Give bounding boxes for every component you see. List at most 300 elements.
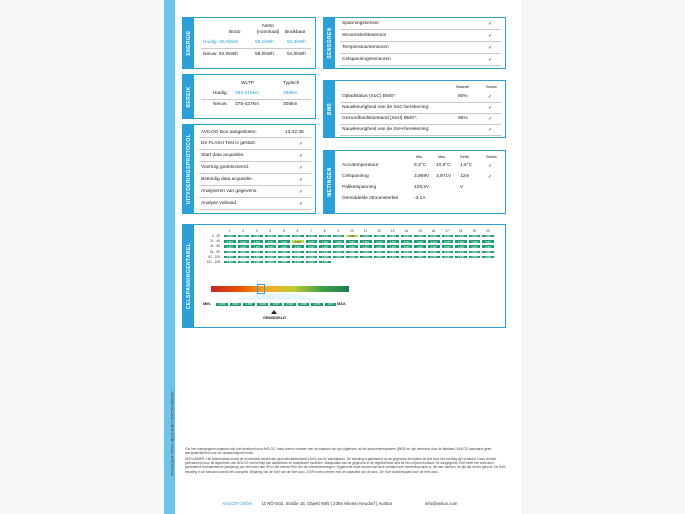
divider	[340, 124, 501, 125]
column-header: 10	[350, 229, 354, 233]
cell-voltage-value: 3.967	[389, 245, 397, 249]
cell-voltage-value: 3.967	[403, 245, 410, 249]
scale-value: 3.965	[245, 303, 253, 307]
meting-name: Pakketspanning	[342, 185, 377, 190]
cell-voltage-value: 3.967	[335, 235, 342, 239]
cell-voltage-value: 3.967	[335, 250, 342, 254]
cell-voltage	[454, 234, 468, 238]
cell-voltage-value: 3.967	[376, 245, 383, 249]
energie-huidig-netto: 56,1kWh	[255, 40, 274, 45]
cell-voltage-value: 3.967	[335, 256, 342, 260]
footer-address[interactable]: IZ NÖ-Süd, Straße 16, Objekt 69/5 | 2355 Wiener Neudorf | Austria	[262, 501, 392, 506]
cell-voltage-value: 3.967	[403, 235, 410, 239]
cell-voltage	[386, 250, 400, 254]
column-header: 5	[283, 229, 285, 233]
cell-voltage-value: 3.967	[348, 250, 356, 254]
scale-cell	[269, 302, 283, 307]
cell-voltage	[264, 260, 278, 264]
scale-value: 3.970	[313, 303, 321, 307]
metingen-label: METINGEN	[324, 151, 335, 213]
metingen-card	[323, 150, 506, 214]
divider	[199, 161, 311, 162]
divider	[340, 29, 501, 30]
cell-voltage-value: 3.967	[253, 261, 261, 265]
bms-row-label: Opladstatus (SoC) BMS*:	[342, 94, 397, 99]
scale-cell	[283, 302, 297, 307]
cell-voltage-value: 3.967	[226, 250, 234, 254]
cell-voltage	[277, 255, 291, 259]
cell-voltage	[386, 239, 400, 243]
cell-voltage-value: 3.967	[308, 256, 315, 260]
cell-voltage	[373, 239, 387, 243]
cell-voltage-value: 3.967	[267, 240, 274, 244]
cell-voltage-value: 3.967	[308, 250, 315, 254]
column-header: 6	[296, 229, 299, 233]
cell-voltage-value: 3.967	[430, 256, 438, 260]
meting-delta: 1,6°C	[460, 163, 473, 168]
cell-voltage-value: 3.967	[321, 240, 329, 244]
check-icon: ✓	[488, 163, 493, 169]
cell-voltage-value: 3.967	[403, 250, 410, 254]
bereik-huidig: Huidig:	[213, 91, 228, 96]
cell-voltage	[400, 255, 414, 259]
cell-voltage-value: 3.967	[253, 250, 261, 254]
divider	[199, 185, 311, 186]
cell-voltage-value: 3.967	[389, 235, 397, 239]
divider	[340, 102, 501, 103]
divider	[199, 173, 311, 174]
cell-voltage-value: 3.967	[457, 235, 465, 239]
cell-voltage	[400, 250, 414, 254]
col-status: Status	[486, 155, 497, 159]
cell-voltage-value: 3.967	[457, 250, 465, 254]
cell-voltage-value: 3.967	[240, 256, 247, 260]
protocol-step: Voertuig gedetecteerd.	[201, 165, 250, 170]
cell-voltage	[318, 255, 332, 259]
cell-voltage	[413, 244, 427, 248]
row-header: 41 - 60	[210, 244, 220, 249]
cell-voltage	[481, 244, 495, 248]
bms-label: BMS	[324, 81, 335, 137]
cell-voltage-value: 3.967	[362, 235, 370, 239]
cell-voltage	[400, 244, 414, 248]
cell-voltage	[441, 234, 455, 238]
footer-email[interactable]: info@aviloo.com	[425, 501, 458, 506]
cell-voltage	[250, 244, 264, 248]
col-bruto: Bruto	[229, 30, 241, 35]
protocol-step: Start data acquisitie.	[201, 153, 245, 158]
cell-voltage-value: 3.967	[335, 245, 342, 249]
cell-voltage-value: 3.967	[484, 256, 492, 260]
cell-voltage-value: 3.967	[376, 250, 383, 254]
cell-voltage	[305, 250, 319, 254]
check-icon: ✓	[488, 45, 493, 51]
voltage-range-band	[233, 294, 321, 300]
divider	[340, 53, 501, 54]
bms-row-value: 80%	[458, 94, 468, 99]
cell-voltage-value: 3.967	[280, 245, 288, 249]
scale-cell	[256, 302, 270, 307]
bms-row-label: Nauwkeurigheid van de SoH-berekening:	[342, 127, 430, 132]
cell-voltage	[441, 244, 455, 248]
cell-voltage-value: 3.967	[226, 240, 234, 244]
protocol-step: Beëindig data acquisitie.	[201, 177, 254, 182]
cell-voltage-value: 3.967	[471, 250, 478, 254]
cell-voltage	[291, 250, 305, 254]
sidebar-code-text: 3CN4Z1EA-T5GC-4E1D-B0E7-00C5AF0360SF	[169, 391, 175, 476]
cell-voltage	[468, 255, 482, 259]
cell-voltage	[454, 255, 468, 259]
cell-voltage-value: 3.967	[348, 256, 356, 260]
scale-value: 3.969	[300, 303, 307, 307]
cell-voltage-value: 3.967	[471, 245, 478, 249]
cell-voltage-value: 3.967	[321, 261, 329, 265]
footer-company: AVILOO GmbH	[222, 501, 252, 506]
cell-voltage	[250, 239, 264, 243]
celtabel-label: CELSPANNINGENTABEL	[183, 225, 194, 327]
sensor-item: Celspanningssensoren	[342, 57, 391, 62]
cell-voltage-value: 3.967	[308, 261, 315, 265]
cell-voltage-value: 3.967	[484, 245, 492, 249]
cell-voltage	[223, 239, 237, 243]
col-netto: Netto (nominaal)	[256, 24, 280, 35]
cell-voltage-value: 3.967	[294, 245, 302, 249]
cell-voltage-value: 3.967	[430, 245, 438, 249]
column-header: 4	[269, 229, 272, 233]
cell-voltage-value: 3.967	[280, 261, 288, 265]
cell-voltage	[318, 250, 332, 254]
cell-voltage-value: 3.967	[335, 240, 342, 244]
sensor-item: Temperatuursensoren	[342, 45, 389, 50]
voltage-gradient-bar	[211, 286, 349, 292]
cell-voltage	[223, 255, 237, 259]
cell-voltage	[427, 239, 441, 243]
cell-voltage	[332, 234, 346, 238]
cell-voltage-value: 3.967	[267, 256, 274, 260]
max-label: MAX.	[337, 302, 347, 306]
cell-voltage	[400, 239, 414, 243]
sensor-item: Stroomsterktesensor	[342, 33, 387, 38]
cell-voltage-value: 3.967	[253, 256, 261, 260]
cell-voltage	[441, 250, 455, 254]
cell-voltage	[305, 260, 319, 264]
cell-voltage	[468, 250, 482, 254]
cell-voltage	[481, 255, 495, 259]
col-bruikbaar: Bruikbaar	[285, 30, 306, 35]
cell-voltage	[386, 244, 400, 248]
cell-voltage-value: 3.967	[457, 256, 465, 260]
cell-voltage	[264, 244, 278, 248]
cell-voltage	[223, 260, 237, 264]
cell-voltage-value: 3.967	[403, 256, 410, 260]
cell-voltage	[305, 239, 319, 243]
meting-name: Gemiddelde stroomsterkte	[342, 196, 399, 201]
cell-voltage-value: 3.967	[444, 256, 451, 260]
cell-voltage-value: 3.967	[444, 250, 451, 254]
cell-voltage	[264, 239, 278, 243]
column-header: 8	[323, 229, 326, 233]
energie-card	[182, 17, 316, 69]
cell-voltage	[318, 244, 332, 248]
cell-voltage-value: 3.967	[376, 240, 383, 244]
bms-card	[323, 80, 506, 138]
bereik-nieuw-typisch: 305km	[283, 102, 298, 107]
cell-voltage-value: 3.967	[389, 240, 397, 244]
col-status: Status	[486, 85, 497, 89]
check-icon: ✓	[299, 141, 304, 147]
cell-voltage-value: 3.967	[444, 240, 451, 244]
cell-voltage	[481, 250, 495, 254]
bereik-huidig-typisch: 295km	[283, 91, 298, 96]
cell-voltage-value: 3.967	[240, 240, 247, 244]
cell-voltage	[373, 234, 387, 238]
cell-voltage	[359, 255, 373, 259]
cell-voltage-value: 3.967	[457, 240, 465, 244]
cell-voltage	[250, 250, 264, 254]
cell-voltage-value: 3.967	[253, 245, 261, 249]
average-marker-icon	[271, 310, 277, 314]
cell-voltage	[345, 250, 359, 254]
cell-voltage	[237, 239, 251, 243]
cell-voltage-value: 3.967	[253, 240, 261, 244]
divider	[340, 113, 501, 114]
divider	[340, 135, 501, 136]
protocol-step: De FLASH Test is gestart.	[201, 141, 257, 146]
meting-min: 3,959V	[414, 174, 430, 179]
cell-voltage-value: 3.967	[416, 240, 424, 244]
scale-cell	[324, 302, 338, 307]
cell-voltage-value: 3.967	[294, 240, 302, 244]
cell-voltage	[427, 234, 441, 238]
cell-voltage-value: 3.967	[240, 250, 247, 254]
cell-voltage-value: 3.967	[226, 261, 234, 265]
cell-voltage	[237, 260, 251, 264]
cell-voltage	[223, 250, 237, 254]
cell-voltage-value: 3.967	[484, 240, 492, 244]
cell-voltage	[373, 244, 387, 248]
cell-voltage	[277, 234, 291, 238]
cell-voltage	[481, 234, 495, 238]
scale-value: 3.959	[218, 303, 226, 307]
protocol-header: AVILOO Box aangesloten.	[201, 130, 257, 135]
cell-voltage	[277, 250, 291, 254]
cell-voltage-value: 3.967	[308, 235, 315, 239]
energie-nieuw-bruikbaar: 54,0kWh	[287, 52, 306, 57]
cell-voltage	[332, 244, 346, 248]
column-header: 3	[255, 229, 258, 233]
cell-voltage	[250, 260, 264, 264]
divider	[199, 197, 311, 198]
cell-voltage	[345, 255, 359, 259]
divider	[340, 41, 501, 42]
cell-voltage	[332, 250, 346, 254]
cell-voltage-value: 3.967	[267, 235, 274, 239]
cell-voltage-value: 3.967	[267, 250, 274, 254]
check-icon: ✓	[488, 174, 493, 180]
cell-voltage-value: 3.967	[308, 240, 315, 244]
bereik-label: BEREIK	[183, 75, 194, 118]
cell-voltage-value: 3.967	[416, 256, 424, 260]
bereik-huidig-wltp: 363-419km	[235, 91, 259, 96]
protocol-step: Analyse voltooid.	[201, 201, 238, 206]
scale-value: 3.963	[232, 303, 239, 307]
row-header: 21 - 40	[210, 239, 220, 244]
check-icon: ✓	[488, 33, 493, 39]
cell-voltage-value: 3.967	[389, 250, 397, 254]
column-header: 17	[445, 229, 449, 233]
cell-voltage-value: 3.967	[240, 235, 247, 239]
cell-voltage	[277, 244, 291, 248]
check-icon: ✓	[299, 177, 304, 183]
cell-voltage	[468, 234, 482, 238]
cell-voltage	[413, 234, 427, 238]
cell-voltage-value: 3.967	[457, 245, 465, 249]
column-header: 7	[310, 229, 312, 233]
cell-voltage-value: 3.967	[321, 250, 329, 254]
cell-voltage-value: 3.967	[226, 235, 234, 239]
cell-voltage-value: 3.967	[389, 256, 397, 260]
cell-voltage	[250, 234, 264, 238]
bms-row-label: Gezondheidstoestand (SoH) BMS*:	[342, 116, 418, 121]
bereik-nieuw: Nieuw:	[213, 102, 228, 107]
cell-voltage-value: 3.967	[362, 250, 370, 254]
average-label: GEMIDDELD	[263, 316, 286, 320]
col-typisch: Typisch	[283, 81, 300, 86]
column-header: 11	[363, 229, 368, 233]
cell-voltage-value: 3.967	[267, 245, 274, 249]
scale-cell	[242, 302, 256, 307]
cell-voltage	[291, 234, 305, 238]
cell-voltage-value: 3.967	[416, 250, 424, 254]
cell-voltage-value: 3.967	[362, 256, 370, 260]
cell-voltage	[345, 239, 359, 243]
cell-voltage	[413, 239, 427, 243]
col-delta: Delta	[460, 155, 469, 159]
column-header: 16	[431, 229, 436, 233]
meting-name: Celspanning	[342, 174, 369, 179]
cell-voltage-value: 3.967	[444, 245, 451, 249]
cell-voltage-value: 3.967	[416, 235, 424, 239]
column-header: 18	[458, 229, 463, 233]
protocol-time: 13:42:35	[285, 130, 304, 135]
cell-voltage-value: 3.967	[226, 256, 234, 260]
meting-min: -3,1A	[414, 196, 426, 201]
cell-voltage	[223, 234, 237, 238]
divider	[201, 99, 311, 100]
cell-voltage	[359, 244, 373, 248]
cell-voltage-value: 3.967	[403, 240, 410, 244]
col-min: Min.	[416, 155, 424, 159]
cell-voltage	[318, 239, 332, 243]
cell-voltage-value: 3.967	[321, 256, 329, 260]
divider	[201, 48, 311, 49]
cell-voltage-value: 3.967	[253, 235, 261, 239]
cell-voltage	[373, 255, 387, 259]
cell-voltage	[427, 255, 441, 259]
cell-voltage-value: 3.967	[376, 256, 383, 260]
cell-voltage	[468, 239, 482, 243]
cell-voltage	[250, 255, 264, 259]
cell-voltage	[468, 244, 482, 248]
cell-voltage	[277, 239, 291, 243]
column-header: 20	[486, 229, 490, 233]
cell-voltage-value: 3.967	[226, 245, 234, 249]
cell-voltage	[291, 239, 305, 243]
check-icon: ✓	[488, 105, 493, 111]
cell-voltage	[291, 244, 305, 248]
meting-min: 9,3°C	[414, 163, 427, 168]
row-header: 101 - 108	[206, 260, 220, 264]
meting-max: 10,9°C	[436, 163, 451, 168]
cell-voltage	[345, 234, 359, 238]
check-icon: ✓	[488, 21, 493, 27]
cell-voltage	[305, 234, 319, 238]
column-header: 14	[404, 229, 409, 233]
energie-huidig-bruikbaar: 52,3kWh	[287, 40, 306, 45]
row-header: 0 - 20	[211, 234, 220, 238]
cell-voltage-value: 3.967	[430, 250, 438, 254]
scale-value: 3.971	[327, 303, 334, 307]
cell-voltage-value: 3.967	[294, 261, 302, 265]
scale-cell	[215, 302, 229, 307]
cell-voltage	[237, 234, 251, 238]
energie-nieuw-netto: 58,0kWh	[255, 52, 274, 57]
cell-voltage	[359, 234, 373, 238]
cell-voltage-value: 3.967	[430, 240, 438, 244]
row-header: 61 - 80	[210, 249, 220, 254]
column-header: 1	[228, 229, 231, 233]
meting-delta: 12m	[460, 174, 470, 179]
check-icon: ✓	[299, 153, 304, 159]
cell-voltage-value: 3.967	[240, 261, 247, 265]
cell-voltage	[427, 244, 441, 248]
cell-voltage-value: 3.967	[308, 245, 315, 249]
cell-voltage-value: 3.967	[348, 245, 356, 249]
column-header: 2	[242, 229, 244, 233]
bereik-card	[182, 74, 316, 119]
cell-voltage	[454, 239, 468, 243]
cell-voltage	[359, 250, 373, 254]
scale-value: 3.966	[259, 303, 266, 307]
sensoren-card	[323, 17, 506, 69]
divider	[199, 209, 311, 210]
cell-voltage	[291, 260, 305, 264]
cell-voltage	[277, 260, 291, 264]
column-header: 19	[472, 229, 477, 233]
min-label: MIN.	[203, 302, 212, 306]
cell-voltage-value: 3.967	[280, 250, 288, 254]
cell-voltage	[291, 255, 305, 259]
cell-voltage	[237, 255, 251, 259]
cell-voltage	[413, 255, 427, 259]
cell-voltage-value: 3.967	[362, 240, 370, 244]
divider	[199, 137, 311, 138]
cell-voltage	[332, 239, 346, 243]
voltage-range-marker	[257, 284, 265, 294]
cell-voltage-value: 3.967	[240, 245, 247, 249]
scale-value: 3.967	[272, 303, 280, 307]
column-header: 9	[337, 229, 340, 233]
meting-max: 3,971V	[436, 174, 452, 179]
cell-voltage	[237, 244, 251, 248]
cell-voltage	[400, 234, 414, 238]
energie-nieuw: Nieuw: 62,0kWh	[203, 52, 238, 57]
cell-voltage-value: 3.967	[280, 240, 288, 244]
scale-cell	[310, 302, 324, 307]
cell-voltage	[264, 255, 278, 259]
cell-voltage	[237, 250, 251, 254]
meting-min: 428,5V	[414, 185, 430, 190]
